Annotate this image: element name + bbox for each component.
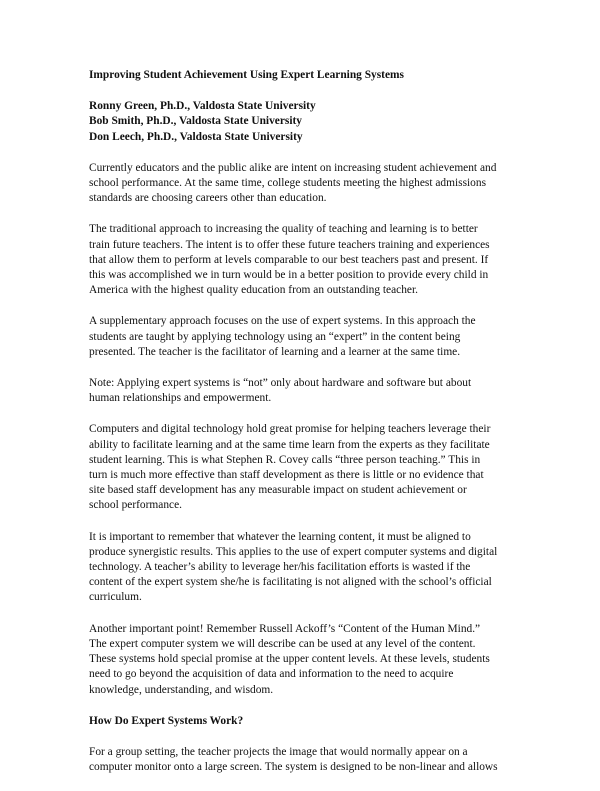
text-line: standards are choosing careers other than education. <box>89 192 327 205</box>
body-paragraph <box>89 422 529 513</box>
text-line: need to go beyond the acquisition of data and information to the need to acquire <box>89 668 454 681</box>
body-paragraph <box>89 745 529 775</box>
text-line: human relationships and empowerment. <box>89 392 272 405</box>
text-line: content of the expert system she/he is facilitating is not aligned with the school’s official <box>89 576 492 589</box>
text-line: Currently educators and the public alike are intent on increasing student achievement and <box>89 161 497 174</box>
text-line: The traditional approach to increasing the quality of teaching and learning is to better <box>89 223 478 236</box>
body-paragraph <box>89 376 529 406</box>
text-line: For a group setting, the teacher projects the image that would normally appear on a <box>89 745 468 758</box>
text-line: A supplementary approach focuses on the use of expert systems. In this approach the <box>89 315 476 328</box>
document-title: Improving Student Achievement Using Expert Learning Systems <box>89 69 404 81</box>
text-line: The expert computer system we will describe can be used at any level of the content. <box>89 637 476 650</box>
text-line: These systems hold special promise at the upper content levels. At these levels, students <box>89 653 490 666</box>
body-paragraph <box>89 622 529 698</box>
body-paragraph <box>89 530 529 606</box>
body-paragraph <box>89 161 529 207</box>
text-line: presented. The teacher is the facilitator of learning and a learner at the same time. <box>89 345 461 358</box>
section-heading: How Do Expert Systems Work? <box>89 714 244 727</box>
text-line: this was accomplished we in turn would be in a better position to provide every child in <box>89 269 489 282</box>
text-line: produce synergistic results. This applies to the use of expert computer systems and digital <box>89 545 498 558</box>
text-line: ability to facilitate learning and at the same time learn from the experts as they facilitate <box>89 438 490 451</box>
text-line: technology. A teacher’s ability to leverage her/his facilitation efforts is wasted if the <box>89 561 471 574</box>
author-line: Ronny Green, Ph.D., Valdosta State University <box>89 100 316 113</box>
document-page <box>89 68 529 791</box>
body-paragraph <box>89 222 529 298</box>
text-line: Computers and digital technology hold great promise for helping teachers leverage their <box>89 423 491 436</box>
text-line: America with the highest quality education from an outstanding teacher. <box>89 284 418 297</box>
text-line: that allow them to perform at levels comparable to our best teachers past and present. If <box>89 253 489 266</box>
text-line: train future teachers. The intent is to offer these future teachers training and experiences <box>89 238 490 251</box>
text-line: It is important to remember that whatever the learning content, it must be aligned to <box>89 530 471 543</box>
text-line: Another important point! Remember Russell Ackoff’s “Content of the Human Mind.” <box>89 622 481 635</box>
body-paragraph <box>89 314 529 360</box>
text-line: school performance. At the same time, college students meeting the highest admissions <box>89 177 486 190</box>
text-line: turn is much more effective than staff development as there is little or no evidence that <box>89 469 484 482</box>
text-line: knowledge, understanding, and wisdom. <box>89 683 274 696</box>
text-line: computer monitor onto a large screen. The system is designed to be non-linear and allows <box>89 761 498 774</box>
text-line: site based staff development has any measurable impact on student achievement or <box>89 484 467 497</box>
text-line: Note: Applying expert systems is “not” only about hardware and software but about <box>89 377 472 390</box>
text-line: students are taught by applying technology using an “expert” in the content being <box>89 330 461 343</box>
text-line: school performance. <box>89 499 182 512</box>
author-line: Bob Smith, Ph.D., Valdosta State University <box>89 115 302 128</box>
text-line: curriculum. <box>89 591 142 604</box>
author-list <box>89 99 529 145</box>
author-line: Don Leech, Ph.D., Valdosta State University <box>89 130 303 143</box>
text-line: student learning. This is what Stephen R. Covey calls “three person teaching.” This in <box>89 453 481 466</box>
